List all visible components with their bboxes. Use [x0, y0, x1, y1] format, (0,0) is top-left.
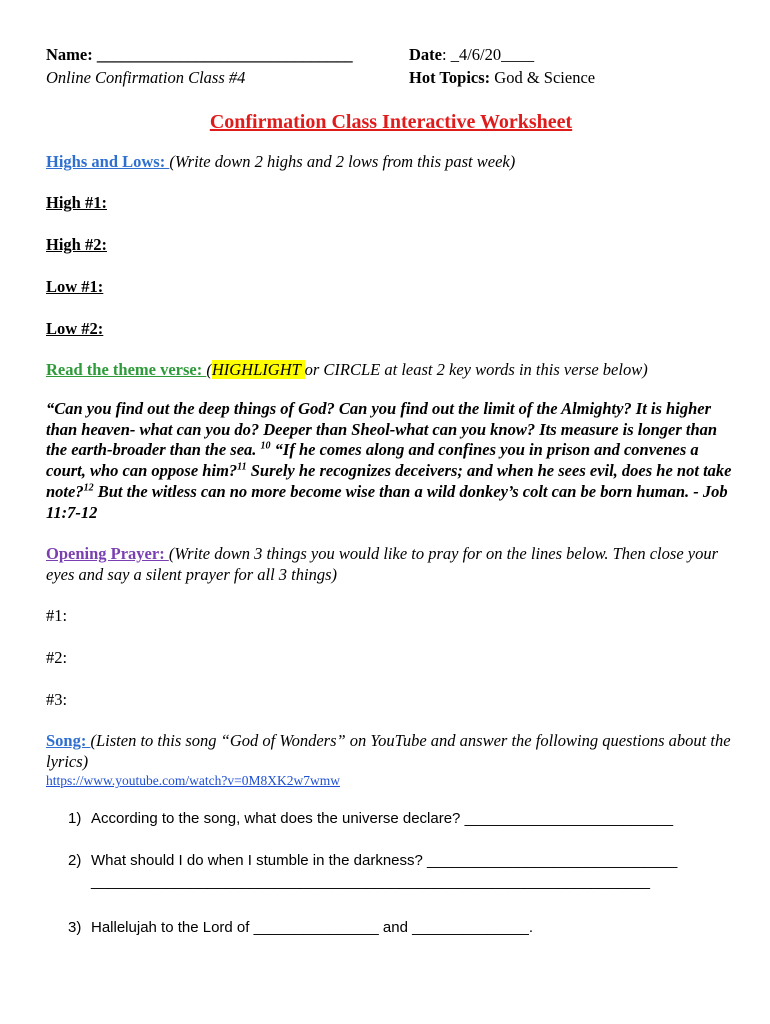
theme-heading: Read the theme verse:: [46, 360, 207, 379]
question-number: 1): [68, 810, 82, 828]
high-1-label: High #1:: [46, 193, 107, 212]
verse-part: “If he comes along and confines you in prison and convenes a court, who can oppose him?: [46, 440, 699, 481]
song-questions: [46, 808, 736, 938]
song-instruction: [46, 730, 736, 772]
theme-paren: (: [206, 360, 212, 379]
prayer-item-1: #1:: [46, 606, 68, 626]
name-blank[interactable]: _______________________________: [92, 45, 353, 64]
prayer-text: (Write down 3 things you would like to pray for on the lines below. Then close your eyes and say a silent prayer for all 3 things): [46, 544, 719, 585]
verse-number: 11: [237, 461, 247, 473]
page-title: Confirmation Class Interactive Worksheet: [209, 111, 573, 133]
verse-part: “Can you find out the deep things of God? Can you find out the limit of the Almighty? It is higher than heaven- what can you do? Deeper than Sheol-what can you know? Its measure is longer than the earth-broader than the sea.: [46, 399, 718, 460]
question-2: [46, 850, 736, 892]
verse-number: 12: [83, 482, 94, 494]
name-label: Name:: [46, 45, 93, 64]
verse-number: 10: [260, 440, 271, 452]
low-1-label: Low #1:: [46, 277, 104, 296]
header: [46, 44, 736, 90]
prayer-item-3: #3:: [46, 690, 68, 710]
name-line: [46, 44, 353, 66]
question-text[interactable]: Hallelujah to the Lord of _______________ and ______________.: [91, 919, 534, 937]
question-number: 2): [68, 852, 82, 870]
worksheet-page: [46, 44, 736, 938]
topics-value: God & Science: [490, 68, 596, 87]
verse-part: But the witless can no more become wise than a wild donkey’s colt can be born human. - Job 11:7-12: [46, 481, 728, 522]
question-1: [46, 808, 736, 829]
date-line: [409, 44, 534, 66]
question-3: [46, 917, 736, 938]
date-label: Date: [409, 45, 442, 64]
highlight-word: HIGHLIGHT: [211, 360, 305, 379]
song-text: (Listen to this song “God of Wonders” on YouTube and answer the following questions about the lyrics): [46, 731, 731, 772]
youtube-link[interactable]: https://www.youtube.com/watch?v=0M8XK2w7wmw: [46, 773, 340, 789]
theme-text: or CIRCLE at least 2 key words in this verse below): [304, 360, 648, 379]
topics-label: Hot Topics:: [409, 68, 491, 87]
question-number: 3): [68, 919, 82, 937]
prayer-instruction: [46, 543, 736, 585]
prayer-heading: Opening Prayer:: [46, 544, 169, 564]
theme-instruction: [46, 359, 736, 380]
answer-line[interactable]: ___________________________________________________________________: [91, 873, 650, 891]
highs-lows-heading: Highs and Lows:: [46, 152, 170, 171]
prayer-item-2: #2:: [46, 648, 68, 668]
theme-verse: [46, 399, 736, 523]
class-label: Online Confirmation Class #4: [46, 68, 246, 87]
topics-line: [409, 67, 595, 89]
question-text[interactable]: What should I do when I stumble in the darkness? ______________________________: [91, 852, 678, 870]
highs-lows-instruction: [46, 151, 736, 172]
song-heading: Song:: [46, 731, 91, 751]
low-2-label: Low #2:: [46, 319, 104, 338]
high-2-label: High #2:: [46, 235, 107, 254]
verse-part: Surely he recognizes deceivers; and when he sees evil, does he not take note?: [46, 461, 732, 501]
highs-lows-text: (Write down 2 highs and 2 lows from this past week): [169, 152, 516, 171]
question-text[interactable]: According to the song, what does the universe declare? _________________________: [91, 810, 674, 828]
date-value: : _4/6/20____: [441, 45, 535, 64]
